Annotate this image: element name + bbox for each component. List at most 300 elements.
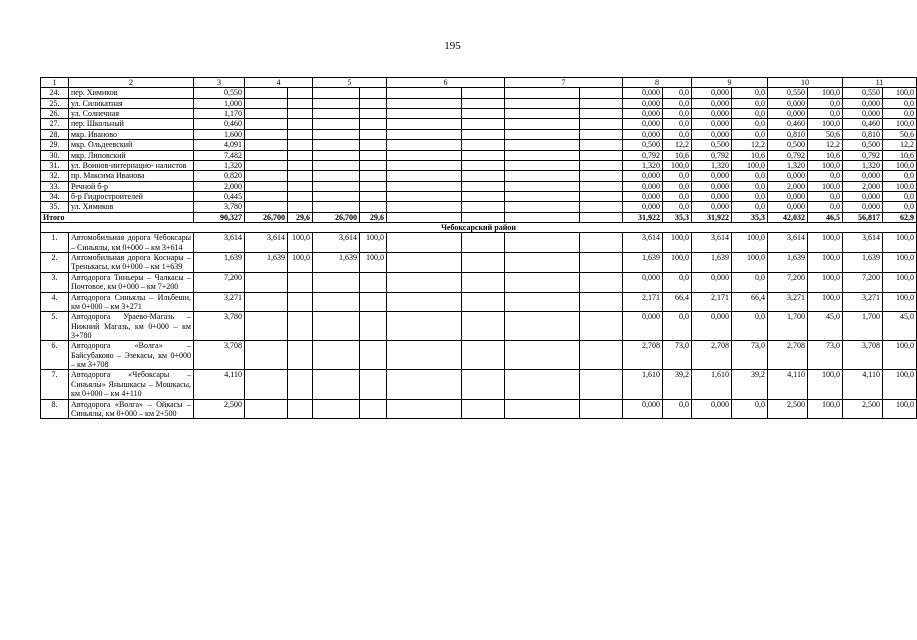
value-cell: 100,0 — [288, 233, 313, 253]
column-number: 5 — [313, 78, 387, 88]
value-cell — [313, 202, 360, 212]
table-row — [41, 399, 917, 419]
value-cell: 1,700 — [843, 312, 883, 341]
value-cell: 2,171 — [623, 292, 663, 312]
value-cell — [360, 150, 387, 160]
road-length: 3,708 — [194, 341, 245, 370]
value-cell: 66,4 — [663, 292, 692, 312]
row-number: 24. — [41, 88, 69, 98]
value-cell: 0,000 — [623, 88, 663, 98]
total-label: Итого — [41, 212, 194, 222]
value-cell: 4,110 — [843, 370, 883, 399]
value-cell — [245, 191, 288, 201]
value-cell: 0,460 — [843, 119, 883, 129]
road-name: Автодорога «Чебоксары – Синьялы» Янышкасы – Мошкасы, км 0+000 – км 4+110 — [69, 370, 194, 399]
road-length: 0,460 — [194, 119, 245, 129]
value-cell: 62,9 — [883, 212, 917, 222]
value-cell: 100,0 — [808, 370, 843, 399]
row-number: 34. — [41, 191, 69, 201]
value-cell: 0,000 — [692, 88, 732, 98]
value-cell — [313, 312, 360, 341]
value-cell — [580, 341, 623, 370]
value-cell: 0,000 — [623, 312, 663, 341]
value-cell: 0,0 — [663, 312, 692, 341]
value-cell: 0,0 — [663, 399, 692, 419]
value-cell: 100,0 — [883, 119, 917, 129]
row-number: 29. — [41, 140, 69, 150]
value-cell — [360, 129, 387, 139]
value-cell: 0,000 — [692, 312, 732, 341]
row-number: 33. — [41, 181, 69, 191]
value-cell — [462, 171, 505, 181]
value-cell — [387, 253, 462, 273]
value-cell: 3,271 — [843, 292, 883, 312]
value-cell — [313, 272, 360, 292]
value-cell: 0,000 — [623, 119, 663, 129]
value-cell — [360, 98, 387, 108]
column-number-row — [41, 78, 917, 88]
value-cell: 0,460 — [768, 119, 808, 129]
value-cell — [462, 233, 505, 253]
value-cell — [288, 312, 313, 341]
value-cell: 0,0 — [883, 98, 917, 108]
row-number: 28. — [41, 129, 69, 139]
value-cell: 2,708 — [768, 341, 808, 370]
value-cell — [505, 202, 580, 212]
value-cell — [580, 98, 623, 108]
value-cell — [387, 109, 462, 119]
value-cell — [288, 140, 313, 150]
value-cell — [245, 272, 288, 292]
row-number: 6. — [41, 341, 69, 370]
value-cell: 100,0 — [808, 233, 843, 253]
value-cell: 31,922 — [692, 212, 732, 222]
road-length: 3,780 — [194, 202, 245, 212]
value-cell — [462, 191, 505, 201]
value-cell: 3,614 — [623, 233, 663, 253]
road-name: ул. Солнечная — [69, 109, 194, 119]
value-cell — [313, 129, 360, 139]
value-cell: 100,0 — [808, 88, 843, 98]
value-cell: 2,000 — [768, 181, 808, 191]
value-cell — [360, 171, 387, 181]
value-cell: 0,0 — [808, 109, 843, 119]
value-cell: 1,639 — [623, 253, 663, 273]
value-cell — [313, 119, 360, 129]
value-cell — [462, 160, 505, 170]
value-cell — [245, 98, 288, 108]
value-cell: 3,708 — [843, 341, 883, 370]
value-cell: 73,0 — [808, 341, 843, 370]
value-cell: 100,0 — [883, 253, 917, 273]
value-cell — [288, 129, 313, 139]
value-cell — [462, 140, 505, 150]
value-cell: 0,0 — [732, 98, 768, 108]
road-length: 2,000 — [194, 181, 245, 191]
row-number: 4. — [41, 292, 69, 312]
value-cell — [462, 341, 505, 370]
value-cell: 0,792 — [843, 150, 883, 160]
value-cell — [387, 129, 462, 139]
value-cell — [387, 292, 462, 312]
road-name: Автодорога «Волга» – Ойкасы – Синьялы, км 0+000 – км 2+500 — [69, 399, 194, 419]
table-row — [41, 341, 917, 370]
value-cell — [505, 98, 580, 108]
value-cell: 2,708 — [692, 341, 732, 370]
table-row — [41, 109, 917, 119]
value-cell: 0,792 — [692, 150, 732, 160]
road-name: пер. Школьный — [69, 119, 194, 129]
value-cell: 3,271 — [768, 292, 808, 312]
value-cell: 1,320 — [843, 160, 883, 170]
value-cell: 29,6 — [360, 212, 387, 222]
value-cell — [462, 129, 505, 139]
total-row — [41, 212, 917, 222]
value-cell — [245, 370, 288, 399]
value-cell — [288, 272, 313, 292]
value-cell — [288, 98, 313, 108]
value-cell: 26,700 — [245, 212, 288, 222]
road-name: Речной б-р — [69, 181, 194, 191]
value-cell: 56,817 — [843, 212, 883, 222]
value-cell: 10,6 — [663, 150, 692, 160]
value-cell — [505, 370, 580, 399]
value-cell: 0,000 — [843, 191, 883, 201]
value-cell — [360, 191, 387, 201]
value-cell: 100,0 — [663, 160, 692, 170]
value-cell: 0,000 — [692, 191, 732, 201]
value-cell: 0,0 — [663, 181, 692, 191]
road-name: б-р Гидростроителей — [69, 191, 194, 201]
value-cell — [580, 129, 623, 139]
value-cell — [580, 109, 623, 119]
road-name: Автомобильная дорога Коснары – Тренькасы, км 0+000 – км 1+639 — [69, 253, 194, 273]
page-number: 195 — [444, 40, 461, 52]
value-cell: 66,4 — [732, 292, 768, 312]
row-number: 5. — [41, 312, 69, 341]
value-cell — [288, 150, 313, 160]
road-name: Автодорога Синьялы – Ильбеши, км 0+000 – км 3+271 — [69, 292, 194, 312]
row-number: 32. — [41, 171, 69, 181]
road-name: ул. Химиков — [69, 202, 194, 212]
road-name: Автодорога Ураево-Магазь – Нижний Магазь, км 0+000 – км 3+780 — [69, 312, 194, 341]
value-cell — [580, 212, 623, 222]
value-cell — [387, 119, 462, 129]
section-row — [41, 223, 917, 233]
value-cell: 12,2 — [808, 140, 843, 150]
value-cell: 100,0 — [883, 292, 917, 312]
value-cell: 0,000 — [768, 191, 808, 201]
value-cell: 73,0 — [732, 341, 768, 370]
table-row — [41, 171, 917, 181]
value-cell: 0,000 — [692, 399, 732, 419]
value-cell — [288, 292, 313, 312]
value-cell: 42,032 — [768, 212, 808, 222]
value-cell: 1,320 — [692, 160, 732, 170]
value-cell — [313, 109, 360, 119]
value-cell — [387, 202, 462, 212]
road-length: 4,110 — [194, 370, 245, 399]
value-cell: 2,500 — [843, 399, 883, 419]
value-cell — [245, 312, 288, 341]
value-cell: 0,000 — [623, 109, 663, 119]
value-cell — [505, 233, 580, 253]
value-cell — [505, 129, 580, 139]
value-cell: 0,792 — [623, 150, 663, 160]
value-cell — [580, 88, 623, 98]
value-cell — [245, 109, 288, 119]
road-data-table — [40, 77, 917, 419]
road-length: 1,170 — [194, 109, 245, 119]
road-length: 1,000 — [194, 98, 245, 108]
value-cell: 26,700 — [313, 212, 360, 222]
value-cell: 0,0 — [732, 88, 768, 98]
value-cell: 0,0 — [808, 202, 843, 212]
value-cell: 0,000 — [692, 119, 732, 129]
value-cell — [245, 292, 288, 312]
road-length: 7,200 — [194, 272, 245, 292]
table-row — [41, 140, 917, 150]
value-cell: 100,0 — [808, 119, 843, 129]
road-length: 0,550 — [194, 88, 245, 98]
row-number: 27. — [41, 119, 69, 129]
value-cell: 0,000 — [692, 109, 732, 119]
value-cell: 4,110 — [768, 370, 808, 399]
column-number: 6 — [387, 78, 505, 88]
value-cell: 100,0 — [883, 88, 917, 98]
value-cell: 10,6 — [883, 150, 917, 160]
value-cell: 0,000 — [623, 129, 663, 139]
value-cell: 100,0 — [808, 292, 843, 312]
value-cell: 0,810 — [768, 129, 808, 139]
value-cell — [387, 312, 462, 341]
value-cell — [505, 150, 580, 160]
value-cell — [462, 119, 505, 129]
value-cell — [387, 272, 462, 292]
value-cell: 12,2 — [732, 140, 768, 150]
road-name: ул. Силикатная — [69, 98, 194, 108]
column-number: 2 — [69, 78, 194, 88]
value-cell: 0,0 — [808, 171, 843, 181]
value-cell: 1,610 — [623, 370, 663, 399]
value-cell — [313, 191, 360, 201]
value-cell — [462, 253, 505, 273]
value-cell: 0,000 — [623, 272, 663, 292]
value-cell — [288, 202, 313, 212]
value-cell: 0,000 — [692, 272, 732, 292]
table-row — [41, 272, 917, 292]
value-cell: 0,0 — [732, 109, 768, 119]
value-cell — [245, 181, 288, 191]
value-cell — [245, 150, 288, 160]
table-row — [41, 292, 917, 312]
value-cell — [505, 181, 580, 191]
value-cell — [360, 181, 387, 191]
road-length: 4,091 — [194, 140, 245, 150]
value-cell — [288, 119, 313, 129]
row-number: 30. — [41, 150, 69, 160]
value-cell — [580, 312, 623, 341]
table-row — [41, 253, 917, 273]
value-cell: 0,0 — [883, 171, 917, 181]
value-cell — [387, 98, 462, 108]
value-cell — [313, 160, 360, 170]
value-cell: 1,639 — [768, 253, 808, 273]
value-cell — [505, 191, 580, 201]
value-cell: 3,614 — [313, 233, 360, 253]
value-cell: 0,0 — [663, 272, 692, 292]
value-cell: 3,614 — [843, 233, 883, 253]
value-cell: 12,2 — [663, 140, 692, 150]
value-cell — [462, 88, 505, 98]
row-number: 8. — [41, 399, 69, 419]
value-cell — [580, 272, 623, 292]
value-cell: 0,000 — [692, 181, 732, 191]
value-cell — [462, 370, 505, 399]
value-cell — [245, 341, 288, 370]
value-cell: 100,0 — [360, 233, 387, 253]
value-cell: 100,0 — [808, 181, 843, 191]
value-cell: 100,0 — [732, 233, 768, 253]
value-cell: 3,614 — [768, 233, 808, 253]
value-cell: 0,500 — [623, 140, 663, 150]
value-cell: 0,0 — [663, 98, 692, 108]
value-cell: 0,000 — [692, 129, 732, 139]
column-number: 4 — [245, 78, 313, 88]
row-number: 35. — [41, 202, 69, 212]
value-cell: 100,0 — [663, 253, 692, 273]
value-cell: 0,0 — [732, 399, 768, 419]
value-cell: 0,0 — [883, 191, 917, 201]
value-cell — [245, 399, 288, 419]
value-cell: 0,500 — [692, 140, 732, 150]
value-cell — [360, 272, 387, 292]
row-number: 31. — [41, 160, 69, 170]
value-cell — [245, 140, 288, 150]
value-cell: 0,0 — [808, 98, 843, 108]
value-cell: 0,0 — [732, 119, 768, 129]
value-cell — [313, 181, 360, 191]
value-cell — [288, 341, 313, 370]
value-cell: 10,6 — [732, 150, 768, 160]
column-number: 10 — [768, 78, 843, 88]
road-length: 1,639 — [194, 253, 245, 273]
value-cell — [313, 292, 360, 312]
value-cell: 0,0 — [663, 109, 692, 119]
value-cell — [387, 341, 462, 370]
value-cell: 0,000 — [623, 191, 663, 201]
value-cell — [245, 202, 288, 212]
value-cell — [360, 292, 387, 312]
value-cell — [580, 253, 623, 273]
value-cell — [505, 109, 580, 119]
value-cell — [360, 160, 387, 170]
value-cell: 45,0 — [883, 312, 917, 341]
table-row — [41, 312, 917, 341]
table-row — [41, 233, 917, 253]
value-cell — [387, 140, 462, 150]
value-cell: 7,200 — [768, 272, 808, 292]
value-cell — [462, 212, 505, 222]
value-cell: 0,000 — [768, 202, 808, 212]
value-cell: 2,708 — [623, 341, 663, 370]
value-cell: 100,0 — [732, 253, 768, 273]
value-cell: 100,0 — [883, 370, 917, 399]
value-cell: 100,0 — [360, 253, 387, 273]
value-cell — [360, 119, 387, 129]
table-row — [41, 191, 917, 201]
value-cell — [580, 119, 623, 129]
value-cell — [313, 150, 360, 160]
value-cell — [360, 399, 387, 419]
value-cell: 100,0 — [288, 253, 313, 273]
table-row — [41, 370, 917, 399]
value-cell — [387, 150, 462, 160]
value-cell — [387, 88, 462, 98]
row-number: 25. — [41, 98, 69, 108]
value-cell: 0,0 — [732, 129, 768, 139]
row-number: 1. — [41, 233, 69, 253]
value-cell: 1,320 — [623, 160, 663, 170]
value-cell — [580, 181, 623, 191]
value-cell: 0,792 — [768, 150, 808, 160]
value-cell — [313, 140, 360, 150]
value-cell — [288, 181, 313, 191]
value-cell: 45,0 — [808, 312, 843, 341]
value-cell: 1,639 — [313, 253, 360, 273]
value-cell — [580, 160, 623, 170]
road-name: Автодорога «Волга» – Байсубаково – Эзекасы, км 0+000 – км 3+708 — [69, 341, 194, 370]
value-cell: 0,0 — [732, 191, 768, 201]
road-name: мкр. Иваново — [69, 129, 194, 139]
value-cell — [462, 312, 505, 341]
value-cell: 0,000 — [623, 181, 663, 191]
value-cell: 100,0 — [808, 399, 843, 419]
value-cell: 1,639 — [245, 253, 288, 273]
value-cell — [387, 212, 462, 222]
value-cell — [245, 171, 288, 181]
value-cell: 100,0 — [883, 399, 917, 419]
value-cell: 31,922 — [623, 212, 663, 222]
value-cell — [288, 370, 313, 399]
value-cell: 12,2 — [883, 140, 917, 150]
road-name: мкр. Ольдеевский — [69, 140, 194, 150]
value-cell: 0,000 — [623, 171, 663, 181]
value-cell: 0,000 — [843, 109, 883, 119]
row-number: 3. — [41, 272, 69, 292]
value-cell: 0,0 — [808, 191, 843, 201]
value-cell — [462, 399, 505, 419]
table-row — [41, 160, 917, 170]
value-cell: 0,000 — [768, 98, 808, 108]
value-cell — [462, 181, 505, 191]
value-cell: 3,614 — [692, 233, 732, 253]
road-name: пер. Химиков — [69, 88, 194, 98]
value-cell — [360, 370, 387, 399]
value-cell: 0,0 — [663, 202, 692, 212]
value-cell: 100,0 — [808, 253, 843, 273]
value-cell — [505, 119, 580, 129]
value-cell: 0,000 — [768, 109, 808, 119]
value-cell — [245, 129, 288, 139]
value-cell: 35,3 — [663, 212, 692, 222]
value-cell — [580, 233, 623, 253]
value-cell: 0,0 — [732, 202, 768, 212]
value-cell — [505, 212, 580, 222]
value-cell — [580, 140, 623, 150]
road-length: 90,327 — [194, 212, 245, 222]
road-length: 0,820 — [194, 171, 245, 181]
